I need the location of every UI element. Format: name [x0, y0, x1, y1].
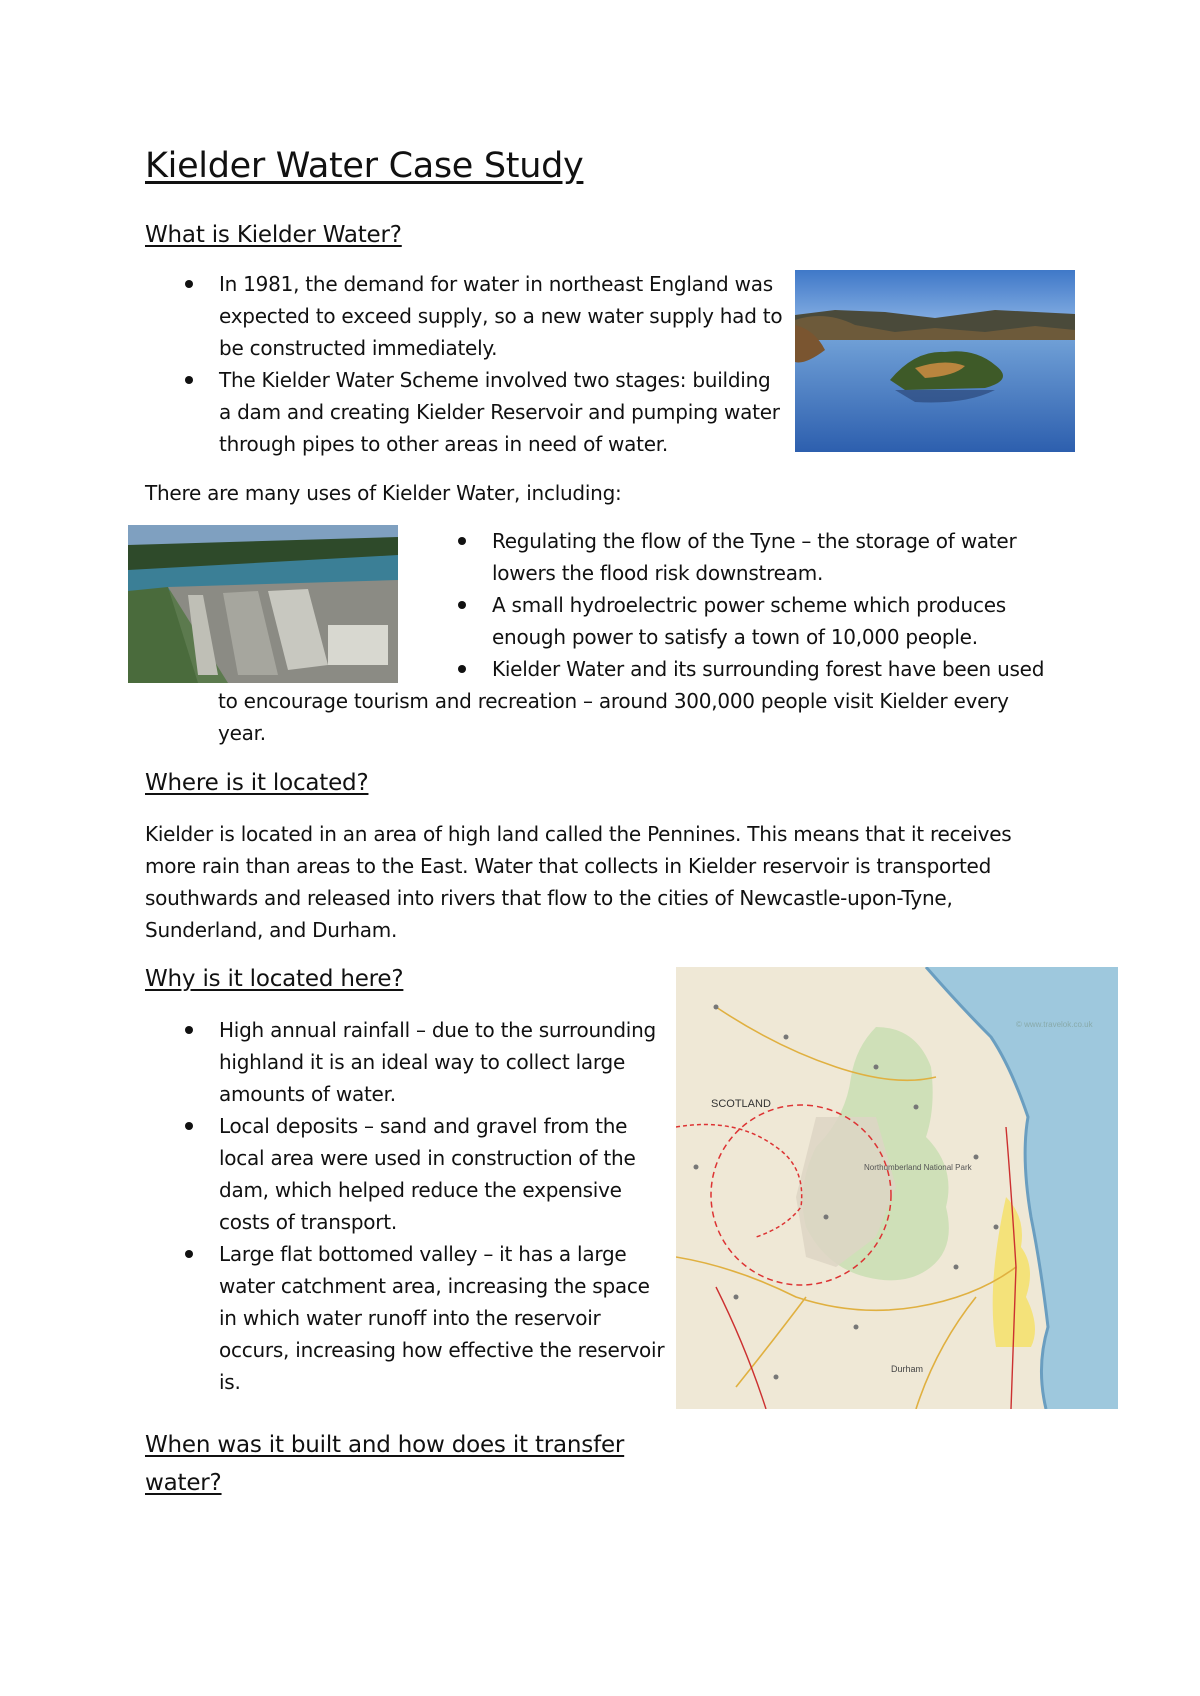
- bullet-icon: [185, 1026, 193, 1034]
- list-item: [145, 1238, 665, 1398]
- heading-where-located: Where is it located?: [145, 770, 369, 796]
- map-label-scotland: SCOTLAND: [711, 1098, 771, 1110]
- bullet-text: Regulating the flow of the Tyne – the storage of water lowers the flood risk downstream.: [492, 529, 1017, 585]
- what-bullet-list: [145, 268, 785, 460]
- list-item: [145, 1014, 665, 1110]
- bullet-text: Large flat bottomed valley – it has a large water catchment area, increasing the space in which water runoff into the reservoir occurs, increasing how effective the reservoir is.: [219, 1242, 665, 1394]
- list-item: [145, 268, 785, 364]
- bullet-text: Kielder Water and its surrounding forest have been used: [492, 657, 1045, 681]
- list-item: [145, 1110, 665, 1238]
- list-item: [418, 525, 1078, 589]
- uses-wrap-line: to encourage tourism and recreation – around 300,000 people visit Kielder every: [218, 689, 1009, 713]
- where-paragraph: Kielder is located in an area of high land called the Pennines. This means that it receives more rain than areas to the East. Water that collects in Kielder reservoir is transported southwards and released into rivers that flow to the cities of Newcastle-upon-Tyne, Sunderland, and Durham.: [145, 822, 1012, 942]
- location-map: [676, 967, 1118, 1409]
- bullet-text: The Kielder Water Scheme involved two stages: building a dam and creating Kielder Reservoir and pumping water through pipes to other areas in need of water.: [219, 368, 780, 456]
- bullet-text: High annual rainfall – due to the surrounding highland it is an ideal way to collect large amounts of water.: [219, 1018, 656, 1106]
- bullet-icon: [458, 665, 466, 673]
- document-title: Kielder Water Case Study: [145, 146, 584, 186]
- bullet-text: A small hydroelectric power scheme which produces enough power to satisfy a town of 10,000 people.: [492, 593, 1006, 649]
- bullet-text: In 1981, the demand for water in northeast England was expected to exceed supply, so a new water supply had to be constructed immediately.: [219, 272, 783, 360]
- uses-wrap-line: year.: [218, 721, 266, 745]
- uses-bullet-list: [418, 525, 1078, 685]
- bullet-icon: [185, 1122, 193, 1130]
- map-watermark: © www.travelok.co.uk: [1016, 1020, 1093, 1029]
- uses-intro: There are many uses of Kielder Water, including:: [145, 481, 622, 505]
- heading-what-is-kielder: What is Kielder Water?: [145, 222, 402, 248]
- why-bullet-list: [145, 1014, 665, 1398]
- lake-photo: [795, 270, 1075, 452]
- bullet-icon: [458, 601, 466, 609]
- bullet-icon: [185, 1250, 193, 1258]
- heading-when-built: When was it built and how does it transfer water?: [145, 1432, 625, 1496]
- list-item: [145, 364, 785, 460]
- list-item: [418, 589, 1078, 653]
- list-item: [418, 653, 1078, 685]
- heading-why-located: Why is it located here?: [145, 966, 404, 992]
- bullet-icon: [185, 280, 193, 288]
- map-label-durham: Durham: [891, 1364, 924, 1374]
- bullet-text: Local deposits – sand and gravel from the local area were used in construction of the dam, which helped reduce the expensive costs of transport.: [219, 1114, 636, 1234]
- bullet-icon: [458, 537, 466, 545]
- bullet-icon: [185, 376, 193, 384]
- map-label-park: Northumberland National Park: [864, 1163, 972, 1172]
- dam-photo: [128, 525, 398, 683]
